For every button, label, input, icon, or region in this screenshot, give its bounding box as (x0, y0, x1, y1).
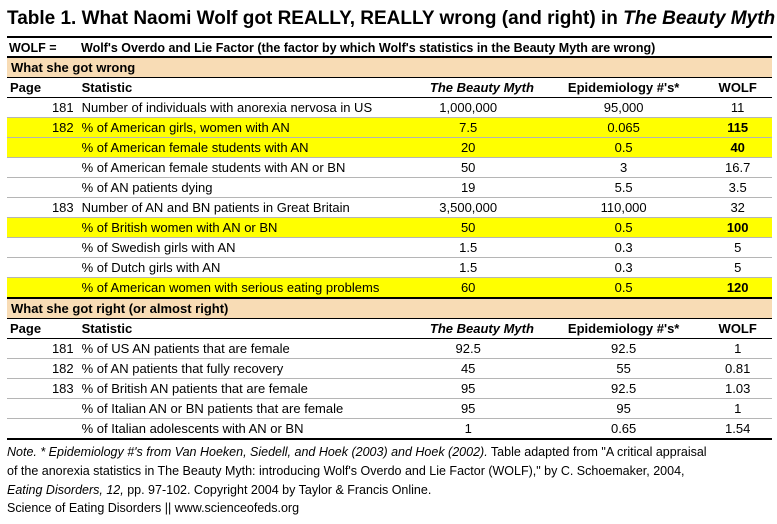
wolf-definition (7, 36, 772, 58)
col-page: Page (7, 319, 78, 339)
col-statistic: Statistic (78, 319, 389, 339)
table-row-highlighted: % of British women with AN or BN 50 0.5 100 (7, 218, 772, 238)
statistics-table (7, 56, 772, 440)
section-wrong-heading: What she got wrong (7, 57, 772, 78)
table-row: % of Italian adolescents with AN or BN 1 0.65 1.54 (7, 419, 772, 440)
note-line-3: Eating Disorders, 12, pp. 97-102. Copyright 2004 by Taylor & Francis Online. (7, 483, 432, 497)
table-row: % of AN patients dying 19 5.5 3.5 (7, 178, 772, 198)
definition-text: Wolf's Overdo and Lie Factor (the factor by which Wolf's statistics in the Beauty Myth are wrong) (81, 41, 656, 55)
col-beauty-myth: The Beauty Myth (388, 319, 543, 339)
table-row: 181 Number of individuals with anorexia nervosa in US 1,000,000 95,000 11 (7, 98, 772, 118)
note-line-2: of the anorexia statistics in The Beauty Myth: introducing Wolf's Overdo and Lie Factor (WOLF)," by C. Schoemaker, 2004, (7, 464, 685, 478)
column-header-row (7, 319, 772, 339)
definition-key: WOLF = (9, 41, 57, 55)
table-row: % of Italian AN or BN patients that are female 95 95 1 (7, 399, 772, 419)
table-row-highlighted: 182 % of American girls, women with AN 7.5 0.065 115 (7, 118, 772, 138)
table-row-highlighted: % of American women with serious eating problems 60 0.5 120 (7, 278, 772, 299)
table-row: % of American female students with AN or BN 50 3 16.7 (7, 158, 772, 178)
col-epidemiology: Epidemiology #'s* (544, 78, 703, 98)
col-wolf: WOLF (703, 78, 772, 98)
title-book: The Beauty Myth (623, 8, 776, 29)
col-beauty-myth: The Beauty Myth (388, 78, 543, 98)
table-row: 183 Number of AN and BN patients in Great Britain 3,500,000 110,000 32 (7, 198, 772, 218)
column-header-row (7, 78, 772, 98)
table-row: % of Swedish girls with AN 1.5 0.3 5 (7, 238, 772, 258)
table-row: 183 % of British AN patients that are female 95 92.5 1.03 (7, 379, 772, 399)
note-line-1: Note. * Epidemiology #'s from Van Hoeken, Siedell, and Hoek (2003) and Hoek (2002). Table adapted from "A critical appraisal (7, 445, 707, 459)
col-wolf: WOLF (703, 319, 772, 339)
section-right-heading: What she got right (or almost right) (7, 298, 772, 319)
table-row: % of Dutch girls with AN 1.5 0.3 5 (7, 258, 772, 278)
table-row-highlighted: % of American female students with AN 20 0.5 40 (7, 138, 772, 158)
table-row: 181 % of US AN patients that are female 92.5 92.5 1 (7, 339, 772, 359)
table-title (7, 5, 776, 33)
footer-credit: Science of Eating Disorders || www.scienceofeds.org (7, 501, 300, 515)
title-text: Table 1. What Naomi Wolf got REALLY, REALLY wrong (and right) in (7, 8, 624, 29)
col-epidemiology: Epidemiology #'s* (544, 319, 703, 339)
col-statistic: Statistic (78, 78, 389, 98)
table-note (7, 443, 772, 500)
col-page: Page (7, 78, 78, 98)
table-row: 182 % of AN patients that fully recovery 45 55 0.81 (7, 359, 772, 379)
